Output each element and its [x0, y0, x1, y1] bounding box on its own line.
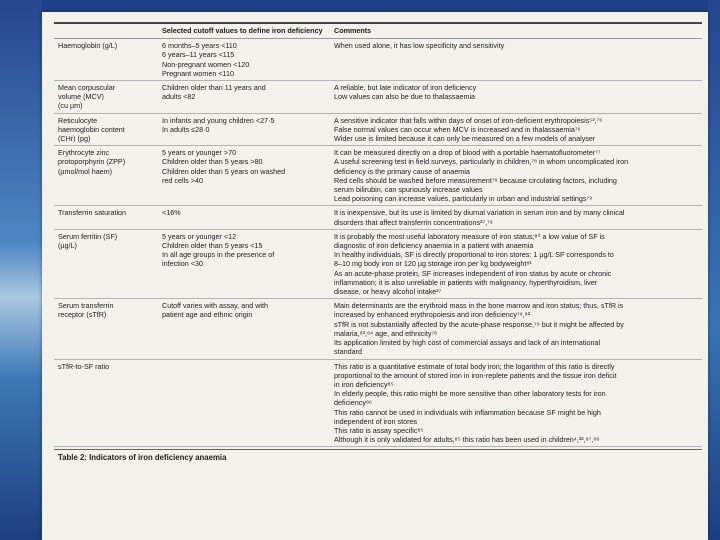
cell-line: (µmol/mol haem) — [58, 166, 113, 176]
cell-line: Cutoff varies with assay, and with — [162, 301, 268, 311]
cell-line: In all age groups in the presence of — [162, 250, 275, 260]
cell-line: patient age and ethnic origin — [162, 310, 253, 320]
cell-line: serum bilirubin, can spuriously increase values — [334, 185, 483, 195]
cell-line: receptor (sTfR) — [58, 310, 107, 320]
table-row — [54, 206, 702, 229]
cell-line: In healthy individuals, SF is directly proportional to iron stores: 1 µg/L SF corresponds to — [334, 250, 614, 260]
table-container — [54, 18, 702, 462]
cell-cutoffs — [158, 206, 330, 229]
cell-line: diagnostic of iron deficiency anaemia in a patient with anaemia — [334, 241, 534, 251]
cell-line: Lead poisoning can increase values, particularly in urban and industrial settings⁷⁹ — [334, 194, 593, 204]
cell-line: sTfR is not substantially affected by the acute-phase response,⁷⁹ but it might be affected by — [334, 319, 624, 329]
cell-comments — [330, 81, 702, 114]
cell-line: Children older than 11 years and — [162, 83, 266, 93]
cell-cutoffs — [158, 81, 330, 114]
header-indicator — [54, 24, 158, 39]
cell-line: proportional to the amount of stored iron in iron-replete patients and the tissue iron deficit — [334, 370, 617, 380]
cell-line: Although it is only validated for adults,⁸⁵ this ratio has been used in children⁴,³²,⁸⁷,⁸⁸ — [334, 435, 600, 445]
cell-line: adults <82 — [162, 92, 196, 102]
cell-indicator — [54, 299, 158, 359]
background-right-strip — [708, 0, 720, 540]
cell-indicator — [54, 146, 158, 206]
cell-cutoffs — [158, 359, 330, 447]
cell-comments — [330, 206, 702, 229]
table-row — [54, 229, 702, 298]
cell-line: protoporphyrin (ZPP) — [58, 157, 126, 167]
cell-comments — [330, 229, 702, 298]
cell-line: This ratio cannot be used in individuals with inflammation because SF might be high — [334, 407, 601, 417]
cell-line: sTfR-to-SF ratio — [58, 361, 110, 371]
cell-line: Children older than 5 years <15 — [162, 241, 263, 251]
cell-line: Reticulocyte — [58, 115, 98, 125]
cell-line: red cells >40 — [162, 175, 203, 185]
cell-comments — [330, 146, 702, 206]
cell-line: It is probably the most useful laboratory measure of iron status;⁸⁰ a low value of SF is — [334, 231, 605, 241]
cell-line: inflammation; it is also unreliable in patients with malignancy, hyperthyroidism, liver — [334, 277, 598, 287]
table-row — [54, 146, 702, 206]
cell-line: It can be measured directly on a drop of blood with a portable haematofluorometer⁷⁷ — [334, 148, 601, 158]
cell-indicator — [54, 229, 158, 298]
cell-line: Main determinants are the erythroid mass in the bone marrow and iron status; thus, sTfR is — [334, 301, 624, 311]
cell-line: It is inexpensive, but its use is limited by diurnal variation in serum iron and by many clinical — [334, 208, 625, 218]
cell-line: False normal values can occur when MCV is increased and in thalassaemia⁷⁶ — [334, 124, 581, 134]
cell-line: In elderly people, this ratio might be more sensitive than other laboratory tests for iron — [334, 389, 606, 399]
document-page — [42, 12, 708, 540]
cell-line: 5 years or younger <12 — [162, 231, 237, 241]
cell-line: Haemoglobin (g/L) — [58, 41, 118, 51]
cell-line: 8–10 mg body iron or 120 µg storage iron per kg bodyweight⁸¹ — [334, 259, 532, 269]
cell-line: <16% — [162, 208, 181, 218]
cell-indicator — [54, 206, 158, 229]
cell-line: deficiency⁸⁶ — [334, 398, 372, 408]
cell-line: Children older than 5 years on washed — [162, 166, 286, 176]
header-cutoffs: Selected cutoff values to define iron deficiency — [158, 24, 330, 39]
cell-indicator — [54, 81, 158, 114]
cell-line: This ratio is assay specific⁸⁵ — [334, 425, 424, 435]
cell-line: disorders that affect transferrin concentrations²⁷,⁷⁹ — [334, 217, 493, 227]
cell-line: A sensitive indicator that falls within days of onset of iron-deficient erythropoiesis⁵³,⁷⁶ — [334, 115, 603, 125]
cell-line: independent of iron stores — [334, 416, 418, 426]
caption-label: Table 2: — [58, 453, 87, 463]
cell-line: 6 months–5 years <110 — [162, 41, 237, 51]
background-left-strip — [0, 0, 42, 540]
cell-line: increased by enhanced erythropoiesis and iron deficiency⁷⁹,⁸² — [334, 310, 531, 320]
cell-line: Non-pregnant women <120 — [162, 59, 250, 69]
cell-comments — [330, 113, 702, 146]
cell-line: deficiency is the primary cause of anaemia — [334, 166, 470, 176]
cell-line: In infants and young children <27·5 — [162, 115, 275, 125]
cell-line: A reliable, but late indicator of iron deficiency — [334, 83, 477, 93]
cell-cutoffs — [158, 299, 330, 359]
table-header-row — [54, 24, 702, 39]
cell-line: Serum transferrin — [58, 301, 114, 311]
cell-line: A useful screening test in field surveys, particularly in children,⁷⁸ in whom uncomplicated iron — [334, 157, 629, 167]
cell-line: Children older than 5 years >80 — [162, 157, 263, 167]
cell-line: disease, or heavy alcohol intake²⁷ — [334, 287, 442, 297]
cell-line: 6 years–11 years <115 — [162, 50, 235, 60]
cell-line: Wider use is limited because it can only be measured on a few models of analyser — [334, 134, 596, 144]
cell-line: (CHr) (pg) — [58, 134, 91, 144]
cell-line: (cu µm) — [58, 101, 83, 111]
header-comments: Comments — [330, 24, 702, 39]
caption-text: Indicators of iron deficiency anaemia — [89, 453, 227, 463]
cell-cutoffs — [158, 146, 330, 206]
cell-line: infection <30 — [162, 259, 203, 269]
table-caption — [54, 449, 702, 462]
cell-line: 5 years or younger >70 — [162, 148, 237, 158]
cell-line: Pregnant women <110 — [162, 68, 234, 78]
cell-indicator — [54, 39, 158, 81]
cell-line: Erythrocyte zinc — [58, 148, 110, 158]
cell-line: Red cells should be washed before measurement⁷⁸ because circulating factors, including — [334, 175, 617, 185]
table-row — [54, 359, 702, 447]
cell-line: Mean corpuscular — [58, 83, 116, 93]
cell-line: As an acute-phase protein, SF increases independent of iron status by acute or chronic — [334, 268, 612, 278]
cell-cutoffs — [158, 39, 330, 81]
table-row — [54, 39, 702, 81]
table-row — [54, 81, 702, 114]
cell-line: Transferrin saturation — [58, 208, 127, 218]
cell-indicator — [54, 359, 158, 447]
table-row — [54, 113, 702, 146]
cell-line: Its application limited by high cost of commercial assays and lack of an international — [334, 338, 601, 348]
cell-comments — [330, 359, 702, 447]
cell-cutoffs — [158, 113, 330, 146]
cell-indicator — [54, 113, 158, 146]
cell-line: When used alone, it has low specificity and sensitivity — [334, 41, 505, 51]
cell-line: volume (MCV) — [58, 92, 104, 102]
cell-cutoffs — [158, 229, 330, 298]
cell-line: Serum ferritin (SF) — [58, 231, 118, 241]
cell-line: In adults ≤28·0 — [162, 124, 210, 134]
table-body — [54, 39, 702, 447]
cell-comments — [330, 299, 702, 359]
table-row — [54, 299, 702, 359]
cell-comments — [330, 39, 702, 81]
cell-line: haemoglobin content — [58, 124, 125, 134]
cell-line: Low values can also be due to thalassaemia — [334, 92, 476, 102]
cell-line: in iron deficiency⁸⁵ — [334, 379, 394, 389]
cell-line: (µg/L) — [58, 241, 77, 251]
cell-line: standard — [334, 347, 362, 357]
iron-indicators-table — [54, 24, 702, 447]
cell-line: malaria,⁸³,⁸⁴ age, and ethnicity⁷⁸ — [334, 328, 438, 338]
cell-line: This ratio is a quantitative estimate of total body iron; the logarithm of this ratio is directly — [334, 361, 615, 371]
